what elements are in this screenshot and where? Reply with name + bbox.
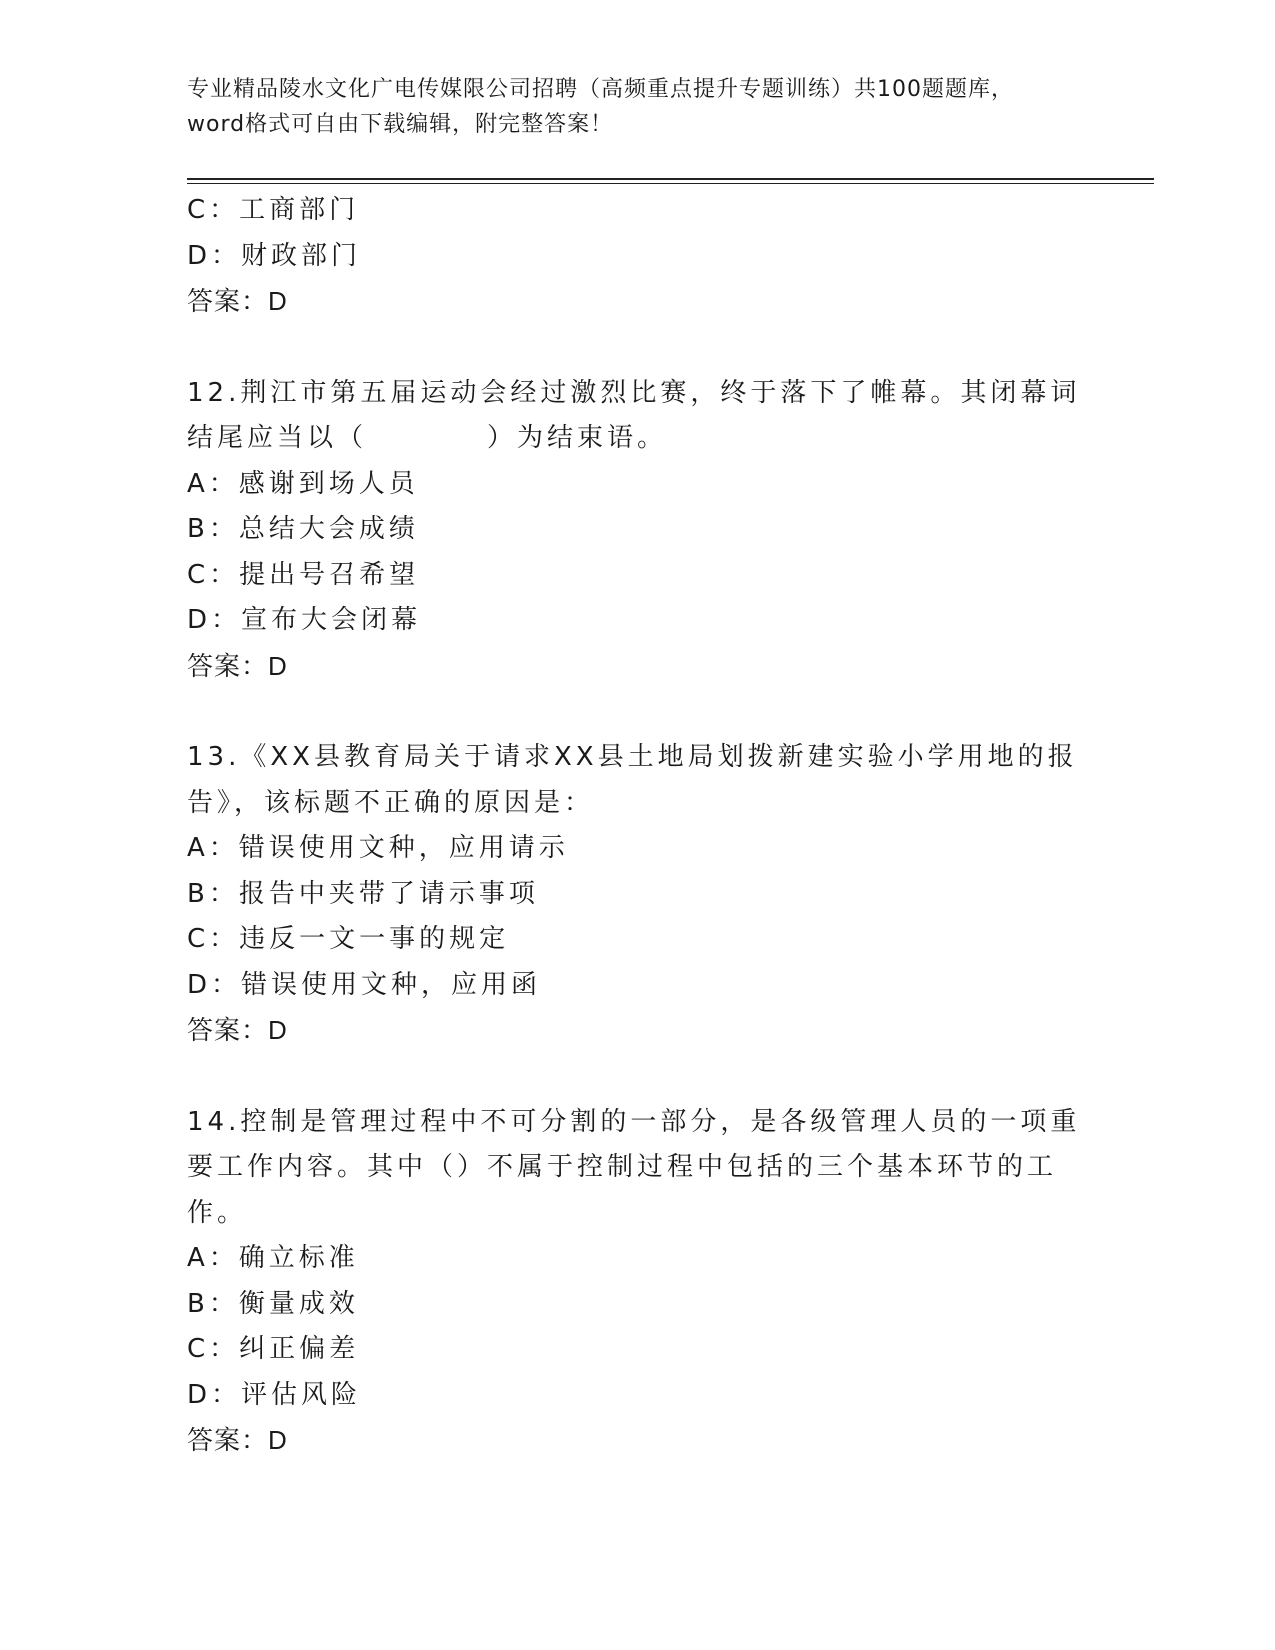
question-stem: 13.《XX县教育局关于请求XX县土地局划拨新建实验小学用地的报告》，该标题不正确的原因是： [187,742,1078,818]
option-d: D：宣布大会闭幕 [187,605,422,635]
question-11-tail [187,188,1087,325]
option-b: B：衡量成效 [187,1288,359,1319]
option-b: B：报告中夹带了请示事项 [187,878,539,909]
answer-line: 答案：D [187,650,288,681]
option-a: A：确立标准 [187,1243,359,1273]
header-rule-thin [187,183,1154,184]
option-a: A：错误使用文种，应用请示 [187,833,569,863]
question-stem: 12.荆江市第五届运动会经过激烈比赛，终于落下了帷幕。其闭幕词结尾应当以（ ）为结束语。 [187,377,1081,453]
option-c: C：违反一文一事的规定 [187,924,510,954]
question-12 [187,371,1087,690]
question-stem: 14.控制是管理过程中不可分割的一部分，是各级管理人员的一项重要工作内容。其中（）不属于控制过程中包括的三个基本环节的工作。 [187,1106,1081,1228]
option-c: C：工商部门 [187,195,360,225]
question-14 [187,1100,1087,1464]
question-13 [187,735,1087,1054]
option-d: D：错误使用文种，应用函 [187,969,542,1000]
option-d: D：财政部门 [187,240,362,271]
option-d: D：评估风险 [187,1379,362,1410]
header-rule-thick [187,178,1154,180]
answer-line: 答案：D [187,1015,288,1045]
option-a: A：感谢到场人员 [187,468,419,499]
answer-line: 答案：D [187,1425,288,1455]
option-b: B：总结大会成绩 [187,514,419,544]
option-c: C：提出号召希望 [187,559,420,590]
answer-line: 答案：D [187,286,288,316]
question-list [187,188,1087,1464]
option-c: C：纠正偏差 [187,1334,360,1364]
document-header-title: 专业精品陵水文化广电传媒限公司招聘（高频重点提升专题训练）共100题题库，word格式可自由下载编辑，附完整答案！ [187,77,1014,137]
